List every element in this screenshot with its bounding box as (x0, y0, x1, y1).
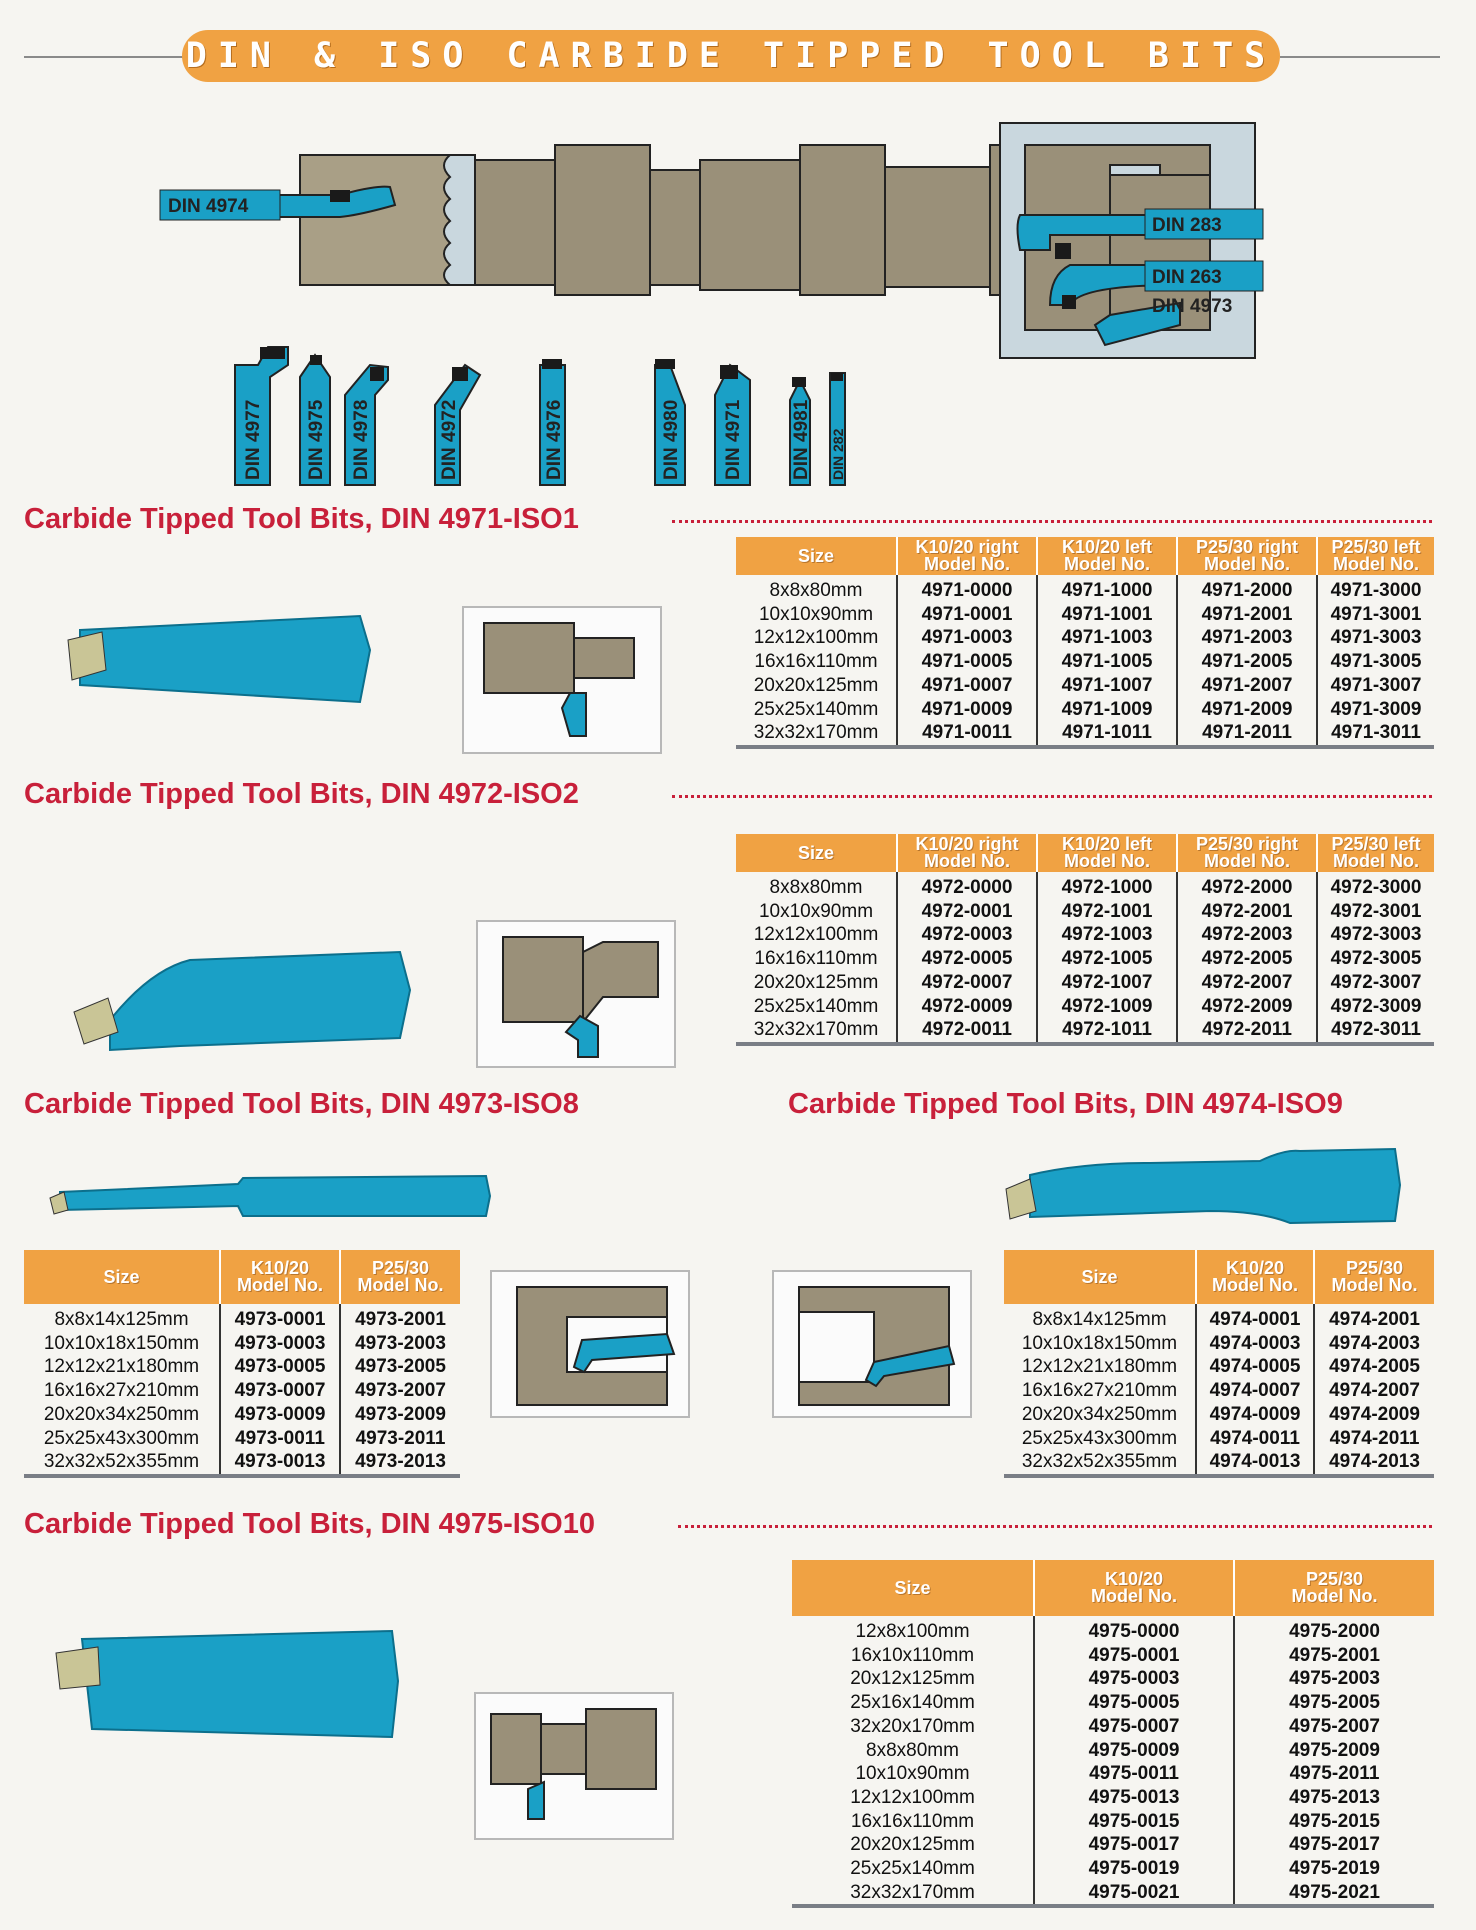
model-number-cell: 4974-2013 (1314, 1450, 1434, 1476)
size-cell: 20x12x125mm (792, 1667, 1034, 1691)
size-cell: 32x20x170mm (792, 1715, 1034, 1739)
col-header: P25/30 Model No. (1314, 1250, 1434, 1304)
label-din-4971: DIN 4971 (723, 399, 744, 480)
table-row (736, 995, 1434, 1019)
size-cell: 20x20x34x250mm (24, 1403, 220, 1427)
model-number-cell: 4972-2011 (1177, 1018, 1317, 1044)
label-din-283: DIN 283 (1152, 215, 1222, 236)
table-row (792, 1644, 1434, 1668)
model-number-cell: 4975-0017 (1034, 1833, 1234, 1857)
table-row (736, 900, 1434, 924)
table-row (736, 721, 1434, 747)
table-row (736, 575, 1434, 603)
table-row (1004, 1427, 1434, 1451)
model-number-cell: 4972-0000 (897, 872, 1037, 900)
model-number-cell: 4971-3003 (1330, 627, 1422, 649)
model-number-cell: 4975-2017 (1289, 1834, 1380, 1856)
label-din-4977: DIN 4977 (243, 399, 264, 480)
label-din-263: DIN 263 (1152, 267, 1222, 288)
model-number-cell: 4971-1001 (1037, 603, 1177, 627)
model-number-cell: 4973-0007 (220, 1379, 340, 1403)
banner-rule-left (24, 56, 184, 58)
tool-image-4972 (70, 950, 420, 1060)
model-number-cell: 4971-1003 (1037, 626, 1177, 650)
size-cell: 12x8x100mm (792, 1616, 1034, 1644)
table-row (736, 626, 1434, 650)
section-rule-4972 (672, 795, 1432, 798)
size-cell: 10x10x90mm (792, 1762, 1034, 1786)
model-number-cell: 4975-2021 (1234, 1881, 1434, 1907)
model-number-cell: 4975-0000 (1034, 1616, 1234, 1644)
col-header: Size (736, 537, 897, 575)
size-cell: 16x16x27x210mm (24, 1379, 220, 1403)
model-number-cell: 4971-0003 (897, 626, 1037, 650)
size-cell: 16x10x110mm (792, 1644, 1034, 1668)
label-din-4973: DIN 4973 (1152, 296, 1233, 317)
label-din-4974: DIN 4974 (168, 196, 249, 217)
model-number-cell: 4971-3000 (1330, 580, 1422, 601)
model-number-cell: 4975-0009 (1034, 1739, 1234, 1763)
diagram-box-4972 (476, 920, 676, 1068)
table-row (1004, 1355, 1434, 1379)
model-number-cell: 4974-0011 (1196, 1427, 1314, 1451)
model-number-cell: 4974-0013 (1196, 1450, 1314, 1476)
col-header: K10/20 left Model No. (1037, 834, 1177, 872)
model-number-cell: 4975-0005 (1034, 1691, 1234, 1715)
col-header: P25/30 right Model No. (1177, 537, 1317, 575)
col-header: Size (1004, 1250, 1196, 1304)
spec-table-4974 (1004, 1250, 1434, 1478)
label-din-4976: DIN 4976 (544, 399, 565, 480)
model-number-cell: 4974-0001 (1196, 1304, 1314, 1332)
section-title-4975: Carbide Tipped Tool Bits, DIN 4975-ISO10 (24, 1508, 595, 1540)
model-number-cell: 4971-1011 (1037, 721, 1177, 747)
table-row (792, 1881, 1434, 1907)
table-row (792, 1762, 1434, 1786)
model-number-cell: 4972-1000 (1037, 872, 1177, 900)
table-row (736, 923, 1434, 947)
model-number-cell: 4972-1005 (1037, 947, 1177, 971)
tool-image-4971 (60, 610, 380, 710)
col-header: K10/20 Model No. (220, 1250, 340, 1304)
size-cell: 20x20x34x250mm (1004, 1403, 1196, 1427)
table-row (1004, 1332, 1434, 1356)
model-number-cell: 4972-2001 (1177, 900, 1317, 924)
section-rule-4971 (672, 520, 1432, 523)
model-number-cell: 4971-3007 (1330, 674, 1422, 696)
model-number-cell: 4972-3000 (1330, 877, 1422, 898)
table-row (24, 1332, 460, 1356)
model-number-cell: 4972-0001 (897, 900, 1037, 924)
model-number-cell: 4973-2005 (355, 1356, 446, 1378)
model-number-cell: 4975-2019 (1289, 1858, 1380, 1880)
model-number-cell: 4975-0001 (1034, 1644, 1234, 1668)
model-number-cell: 4973-2007 (355, 1380, 446, 1402)
col-header: P25/30 Model No. (340, 1250, 460, 1304)
model-number-cell: 4971-3011 (1317, 721, 1434, 747)
section-title-4973: Carbide Tipped Tool Bits, DIN 4973-ISO8 (24, 1088, 579, 1120)
size-cell: 16x16x110mm (736, 947, 897, 971)
size-cell: 32x32x52x355mm (1004, 1450, 1196, 1476)
model-number-cell: 4973-2003 (355, 1332, 446, 1354)
model-number-cell: 4972-3005 (1330, 948, 1422, 970)
model-number-cell: 4974-0009 (1196, 1403, 1314, 1427)
model-number-cell: 4973-0011 (220, 1427, 340, 1451)
size-cell: 12x12x100mm (736, 923, 897, 947)
col-header: K10/20 right Model No. (897, 537, 1037, 575)
size-cell: 12x12x100mm (736, 626, 897, 650)
col-header: K10/20 right Model No. (897, 834, 1037, 872)
size-cell: 8x8x80mm (736, 575, 897, 603)
tool-image-4973 (48, 1170, 493, 1230)
col-header: Size (792, 1560, 1034, 1616)
size-cell: 32x32x170mm (736, 721, 897, 747)
label-din-4980: DIN 4980 (661, 399, 682, 480)
model-number-cell: 4971-2009 (1177, 698, 1317, 722)
model-number-cell: 4973-0003 (220, 1332, 340, 1356)
model-number-cell: 4971-0001 (897, 603, 1037, 627)
col-header: K10/20 Model No. (1034, 1560, 1234, 1616)
col-header: Size (24, 1250, 220, 1304)
tool-image-4975 (52, 1625, 402, 1745)
table-row (792, 1715, 1434, 1739)
table-row (736, 674, 1434, 698)
label-din-4978: DIN 4978 (351, 399, 372, 480)
size-cell: 25x25x43x300mm (24, 1427, 220, 1451)
label-din-4981: DIN 4981 (791, 399, 812, 480)
model-number-cell: 4972-1011 (1037, 1018, 1177, 1044)
model-number-cell: 4974-0003 (1196, 1332, 1314, 1356)
table-row (24, 1379, 460, 1403)
model-number-cell: 4975-2013 (1289, 1786, 1380, 1808)
model-number-cell: 4971-1005 (1037, 650, 1177, 674)
model-number-cell: 4975-2005 (1289, 1692, 1380, 1714)
model-number-cell: 4972-1001 (1037, 900, 1177, 924)
table-row (24, 1450, 460, 1476)
model-number-cell: 4972-1003 (1037, 923, 1177, 947)
diagram-box-4973 (490, 1270, 690, 1418)
size-cell: 10x10x90mm (736, 900, 897, 924)
table-row (24, 1427, 460, 1451)
spec-table-4973 (24, 1250, 460, 1478)
table-row (736, 1018, 1434, 1044)
model-number-cell: 4971-2000 (1177, 575, 1317, 603)
size-cell: 10x10x18x150mm (1004, 1332, 1196, 1356)
model-number-cell: 4972-0005 (897, 947, 1037, 971)
model-number-cell: 4973-0001 (220, 1304, 340, 1332)
model-number-cell: 4971-1007 (1037, 674, 1177, 698)
diagram-box-4971 (462, 606, 662, 754)
model-number-cell: 4973-0009 (220, 1403, 340, 1427)
model-number-cell: 4975-2009 (1289, 1739, 1380, 1761)
model-number-cell: 4972-3003 (1330, 924, 1422, 946)
model-number-cell: 4972-3011 (1317, 1018, 1434, 1044)
model-number-cell: 4971-3005 (1330, 651, 1422, 673)
size-cell: 20x20x125mm (736, 971, 897, 995)
model-number-cell: 4974-0007 (1196, 1379, 1314, 1403)
page-title: DIN & ISO CARBIDE TIPPED TOOL BITS (182, 30, 1280, 82)
table-row (792, 1739, 1434, 1763)
model-number-cell: 4975-2007 (1289, 1715, 1380, 1737)
model-number-cell: 4972-3007 (1330, 971, 1422, 993)
model-number-cell: 4971-0009 (897, 698, 1037, 722)
model-number-cell: 4971-0000 (897, 575, 1037, 603)
table-row (736, 971, 1434, 995)
model-number-cell: 4975-0003 (1034, 1667, 1234, 1691)
col-header: P25/30 Model No. (1234, 1560, 1434, 1616)
col-header: P25/30 left Model No. (1317, 537, 1434, 575)
model-number-cell: 4972-0009 (897, 995, 1037, 1019)
size-cell: 12x12x21x180mm (24, 1355, 220, 1379)
table-row (1004, 1403, 1434, 1427)
table-row (736, 650, 1434, 674)
model-number-cell: 4971-0007 (897, 674, 1037, 698)
table-row (736, 603, 1434, 627)
model-number-cell: 4971-3009 (1330, 698, 1422, 720)
model-number-cell: 4974-2005 (1329, 1356, 1420, 1378)
model-number-cell: 4973-2011 (355, 1427, 446, 1449)
model-number-cell: 4972-3009 (1330, 995, 1422, 1017)
model-number-cell: 4975-2011 (1289, 1763, 1380, 1785)
size-cell: 8x8x80mm (736, 872, 897, 900)
model-number-cell: 4972-1009 (1037, 995, 1177, 1019)
diagram-box-4974 (772, 1270, 972, 1418)
table-row (736, 698, 1434, 722)
col-header: Size (736, 834, 897, 872)
label-din-4972: DIN 4972 (439, 399, 460, 480)
spec-table-4975 (792, 1560, 1434, 1908)
table-row (792, 1691, 1434, 1715)
model-number-cell: 4972-3001 (1330, 900, 1422, 922)
section-rule-4975 (678, 1525, 1432, 1528)
table-row (736, 872, 1434, 900)
spec-table-4971 (736, 537, 1434, 749)
size-cell: 10x10x18x150mm (24, 1332, 220, 1356)
label-din-4975: DIN 4975 (306, 399, 327, 480)
model-number-cell: 4971-2005 (1177, 650, 1317, 674)
size-cell: 12x12x21x180mm (1004, 1355, 1196, 1379)
col-header: P25/30 right Model No. (1177, 834, 1317, 872)
section-title-4972: Carbide Tipped Tool Bits, DIN 4972-ISO2 (24, 778, 579, 810)
spec-table-4972 (736, 834, 1434, 1046)
model-number-cell: 4971-1009 (1037, 698, 1177, 722)
banner-rule-right (1280, 56, 1440, 58)
size-cell: 32x32x170mm (736, 1018, 897, 1044)
table-row (24, 1403, 460, 1427)
model-number-cell: 4971-2007 (1177, 674, 1317, 698)
size-cell: 25x25x140mm (792, 1857, 1034, 1881)
size-cell: 16x16x27x210mm (1004, 1379, 1196, 1403)
size-cell: 16x16x110mm (792, 1810, 1034, 1834)
section-title-4974: Carbide Tipped Tool Bits, DIN 4974-ISO9 (788, 1088, 1343, 1120)
model-number-cell: 4974-0005 (1196, 1355, 1314, 1379)
model-number-cell: 4974-2011 (1329, 1427, 1420, 1449)
model-number-cell: 4974-2009 (1329, 1403, 1420, 1425)
model-number-cell: 4972-2007 (1177, 971, 1317, 995)
col-header: P25/30 left Model No. (1317, 834, 1434, 872)
size-cell: 32x32x170mm (792, 1881, 1034, 1907)
model-number-cell: 4973-0005 (220, 1355, 340, 1379)
model-number-cell: 4975-2000 (1289, 1621, 1380, 1642)
model-number-cell: 4972-2000 (1177, 872, 1317, 900)
tool-image-4974 (1000, 1145, 1400, 1235)
size-cell: 10x10x90mm (736, 603, 897, 627)
model-number-cell: 4973-2001 (355, 1309, 446, 1330)
table-row (792, 1616, 1434, 1644)
table-row (792, 1786, 1434, 1810)
model-number-cell: 4972-2009 (1177, 995, 1317, 1019)
model-number-cell: 4972-0003 (897, 923, 1037, 947)
model-number-cell: 4971-2011 (1177, 721, 1317, 747)
table-row (1004, 1379, 1434, 1403)
size-cell: 8x8x14x125mm (24, 1304, 220, 1332)
diagram-box-4975 (474, 1692, 674, 1840)
model-number-cell: 4973-2013 (340, 1450, 460, 1476)
model-number-cell: 4971-2003 (1177, 626, 1317, 650)
size-cell: 25x25x43x300mm (1004, 1427, 1196, 1451)
model-number-cell: 4975-2001 (1289, 1644, 1380, 1666)
model-number-cell: 4975-0019 (1034, 1857, 1234, 1881)
table-row (792, 1833, 1434, 1857)
table-row (1004, 1450, 1434, 1476)
size-cell: 25x16x140mm (792, 1691, 1034, 1715)
table-row (736, 947, 1434, 971)
model-number-cell: 4971-0011 (897, 721, 1037, 747)
model-number-cell: 4975-0007 (1034, 1715, 1234, 1739)
model-number-cell: 4974-2007 (1329, 1380, 1420, 1402)
model-number-cell: 4974-2003 (1329, 1332, 1420, 1354)
model-number-cell: 4973-2009 (355, 1403, 446, 1425)
model-number-cell: 4975-0011 (1034, 1762, 1234, 1786)
model-number-cell: 4972-2005 (1177, 947, 1317, 971)
label-din-282: DIN 282 (830, 428, 846, 480)
model-number-cell: 4972-0007 (897, 971, 1037, 995)
col-header: K10/20 left Model No. (1037, 537, 1177, 575)
model-number-cell: 4971-3001 (1330, 603, 1422, 625)
size-cell: 8x8x14x125mm (1004, 1304, 1196, 1332)
table-row (792, 1857, 1434, 1881)
table-row (24, 1355, 460, 1379)
model-number-cell: 4972-2003 (1177, 923, 1317, 947)
model-number-cell: 4972-1007 (1037, 971, 1177, 995)
col-header: K10/20 Model No. (1196, 1250, 1314, 1304)
model-number-cell: 4972-0011 (897, 1018, 1037, 1044)
model-number-cell: 4971-2001 (1177, 603, 1317, 627)
model-number-cell: 4975-0021 (1034, 1881, 1234, 1907)
model-number-cell: 4975-2003 (1289, 1668, 1380, 1690)
table-row (792, 1667, 1434, 1691)
section-title-4971: Carbide Tipped Tool Bits, DIN 4971-ISO1 (24, 503, 579, 535)
size-cell: 25x25x140mm (736, 698, 897, 722)
model-number-cell: 4975-0015 (1034, 1810, 1234, 1834)
size-cell: 12x12x100mm (792, 1786, 1034, 1810)
table-row (1004, 1304, 1434, 1332)
table-row (792, 1810, 1434, 1834)
size-cell: 8x8x80mm (792, 1739, 1034, 1763)
table-row (24, 1304, 460, 1332)
size-cell: 25x25x140mm (736, 995, 897, 1019)
size-cell: 16x16x110mm (736, 650, 897, 674)
size-cell: 20x20x125mm (736, 674, 897, 698)
model-number-cell: 4975-0013 (1034, 1786, 1234, 1810)
model-number-cell: 4971-1000 (1037, 575, 1177, 603)
model-number-cell: 4975-2015 (1289, 1810, 1380, 1832)
size-cell: 20x20x125mm (792, 1833, 1034, 1857)
size-cell: 32x32x52x355mm (24, 1450, 220, 1476)
model-number-cell: 4974-2001 (1329, 1309, 1420, 1330)
model-number-cell: 4971-0005 (897, 650, 1037, 674)
model-number-cell: 4973-0013 (220, 1450, 340, 1476)
overview-diagram (168, 115, 1270, 485)
